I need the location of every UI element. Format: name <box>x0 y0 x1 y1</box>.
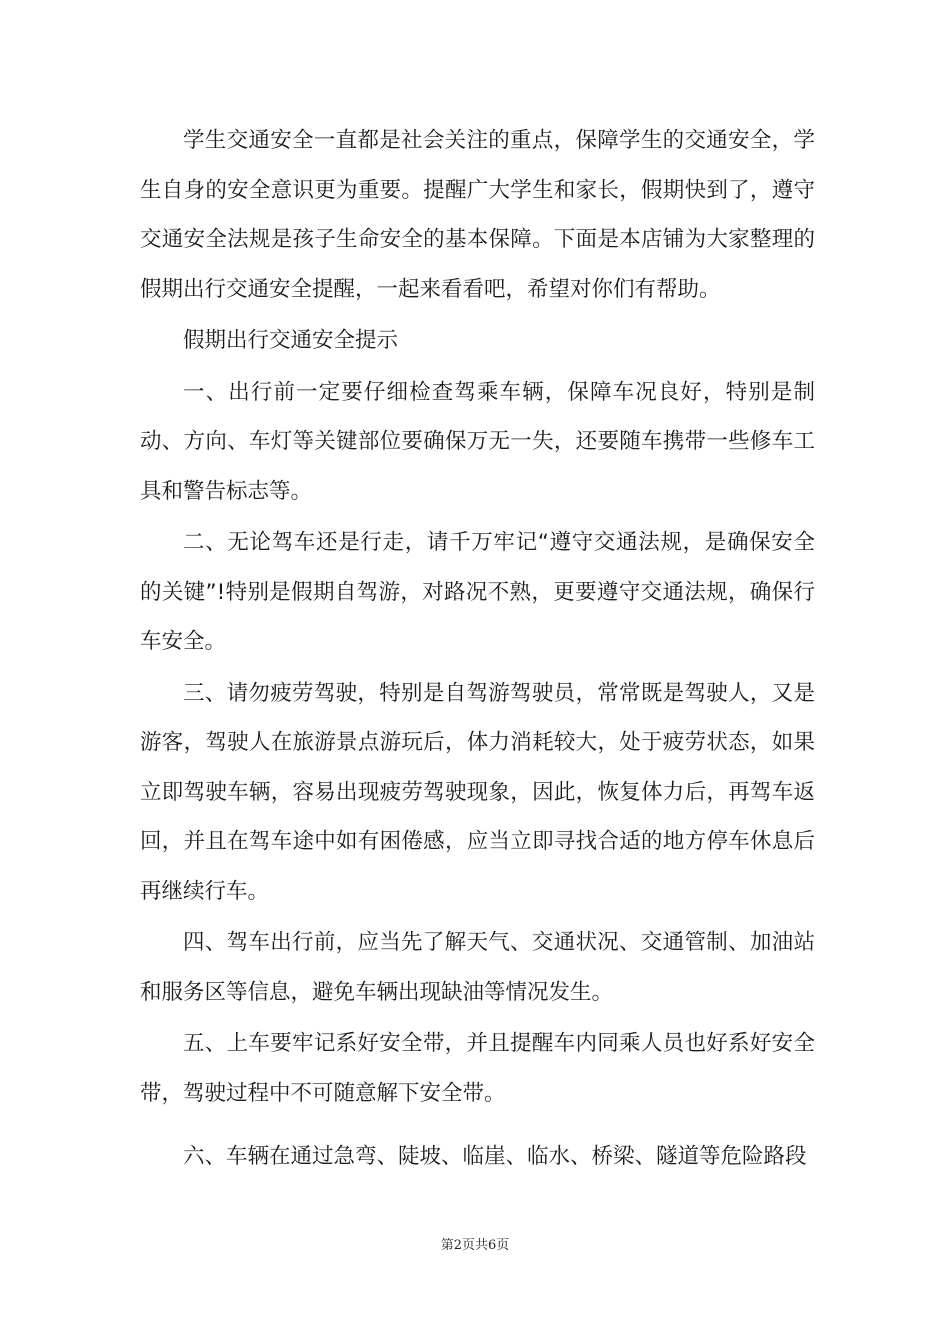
page-number-footer: 第2页共6页 <box>440 1238 510 1253</box>
paragraph-item-4: 四、驾车出行前，应当先了解天气、交通状况、交通管制、加油站和服务区等信息，避免车辆出现缺油等情况发生。 <box>140 930 815 1005</box>
paragraph-item-1: 一、出行前一定要仔细检查驾乘车辆，保障车况良好，特别是制动、方向、车灯等关键部位要确保万无一失，还要随车携带一些修车工具和警告标志等。 <box>140 379 815 504</box>
section-heading: 假期出行交通安全提示 <box>183 328 399 353</box>
paragraph-item-2: 二、无论驾车还是行走，请千万牢记“遵守交通法规，是确保安全的关键”!特别是假期自驾游，对路况不熟，更要遵守交通法规，确保行车安全。 <box>140 530 815 654</box>
paragraph-intro: 学生交通安全一直都是社会关注的重点，保障学生的交通安全，学生自身的安全意识更为重要。提醒广大学生和家长，假期快到了，遵守交通安全法规是孩子生命安全的基本保障。下面是本店铺为大家整理的假期出行交通安全提醒，一起来看看吧，希望对你们有帮助。 <box>140 128 815 302</box>
paragraph-item-3: 三、请勿疲劳驾驶，特别是自驾游驾驶员，常常既是驾驶人，又是游客，驾驶人在旅游景点游玩后，体力消耗较大，处于疲劳状态，如果立即驾驶车辆，容易出现疲劳驾驶现象，因此，恢复体力后，再驾车返回，并且在驾车途中如有困倦感，应当立即寻找合适的地方停车休息后再继续行车。 <box>140 680 815 904</box>
paragraph-item-5: 五、上车要牢记系好安全带，并且提醒车内同乘人员也好系好安全带，驾驶过程中不可随意解下安全带。 <box>140 1031 815 1106</box>
document-body <box>140 116 815 1182</box>
paragraph-item-6: 六、车辆在通过急弯、陡坡、临崖、临水、桥梁、隧道等危险路段 <box>183 1144 807 1169</box>
